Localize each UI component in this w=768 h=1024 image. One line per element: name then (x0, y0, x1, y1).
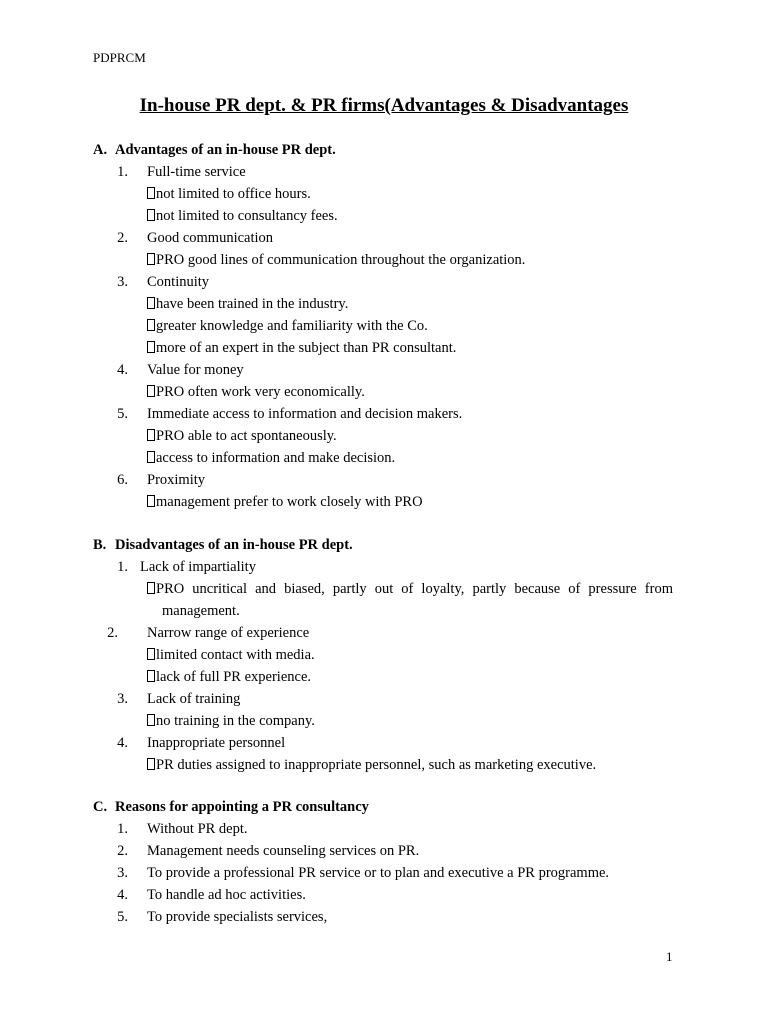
bullet-box-icon (147, 297, 155, 309)
item-label: Without PR dept. (147, 821, 248, 837)
item-label: Full-time service (147, 164, 246, 180)
section-title: Advantages of an in-house PR dept. (115, 142, 336, 158)
section-letter: A. (93, 142, 108, 158)
section-title: Disadvantages of an in-house PR dept. (115, 537, 353, 553)
item-number: 2. (117, 230, 128, 246)
bullet-line: not limited to consultancy fees. (147, 208, 338, 225)
bullet-box-icon (147, 670, 155, 682)
item-number: 2. (107, 625, 118, 641)
item-number: 4. (117, 735, 128, 751)
item-number: 3. (117, 691, 128, 707)
item-label: Lack of impartiality (140, 559, 256, 575)
bullet-line: more of an expert in the subject than PR consultant. (147, 340, 456, 357)
bullet-box-icon (147, 758, 155, 770)
section-a-heading (93, 142, 336, 159)
bullet-box-icon (147, 385, 155, 397)
section-letter: C. (93, 799, 108, 815)
bullet-line: PRO good lines of communication throughout the organization. (147, 252, 525, 269)
item-label: Inappropriate personnel (147, 735, 286, 751)
item-label: Immediate access to information and decision makers. (147, 406, 463, 422)
item-label: To handle ad hoc activities. (147, 887, 306, 903)
bullet-box-icon (147, 253, 155, 265)
item-label: Continuity (147, 274, 210, 290)
item-label: Proximity (147, 472, 206, 488)
item-label: Value for money (147, 362, 244, 378)
item-number: 4. (117, 887, 128, 903)
bullet-box-icon (147, 187, 155, 199)
bullet-line: management prefer to work closely with PRO (147, 494, 423, 511)
item-number: 3. (117, 865, 128, 881)
page-title: In-house PR dept. & PR firms(Advantages & Disadvantages (139, 95, 629, 116)
bullet-box-icon (147, 451, 155, 463)
item-number: 2. (117, 843, 128, 859)
bullet-box-icon (147, 209, 155, 221)
page-number: 1 (666, 949, 673, 964)
item-label: To provide specialists services, (147, 909, 328, 925)
bullet-box-icon (147, 429, 155, 441)
item-label: Good communication (147, 230, 274, 246)
bullet-continuation: management. (162, 603, 240, 619)
item-number: 5. (117, 909, 128, 925)
bullet-line: limited contact with media. (147, 647, 315, 664)
bullet-line: PRO uncritical and biased, partly out of loyalty, partly because of pressure from (147, 581, 673, 598)
bullet-line: lack of full PR experience. (147, 669, 311, 686)
bullet-line: no training in the company. (147, 713, 315, 730)
bullet-line: PR duties assigned to inappropriate personnel, such as marketing executive. (147, 757, 596, 774)
item-number: 5. (117, 406, 128, 422)
bullet-line: not limited to office hours. (147, 186, 311, 203)
item-label: Narrow range of experience (147, 625, 310, 641)
section-title: Reasons for appointing a PR consultancy (115, 799, 369, 815)
bullet-line: PRO able to act spontaneously. (147, 428, 337, 445)
running-header: PDPRCM (93, 50, 146, 65)
item-number: 1. (117, 559, 128, 575)
item-label: To provide a professional PR service or to plan and executive a PR programme. (147, 865, 610, 881)
section-letter: B. (93, 537, 107, 553)
item-label: Lack of training (147, 691, 241, 707)
bullet-box-icon (147, 714, 155, 726)
bullet-box-icon (147, 319, 155, 331)
bullet-box-icon (147, 648, 155, 660)
item-number: 1. (117, 164, 128, 180)
bullet-box-icon (147, 341, 155, 353)
bullet-box-icon (147, 582, 155, 594)
item-label: Management needs counseling services on PR. (147, 843, 420, 859)
bullet-line: access to information and make decision. (147, 450, 395, 467)
bullet-line: PRO often work very economically. (147, 384, 365, 401)
section-b-heading (93, 537, 353, 554)
item-number: 1. (117, 821, 128, 837)
item-number: 3. (117, 274, 128, 290)
section-c-heading (93, 799, 369, 816)
item-number: 6. (117, 472, 128, 488)
bullet-box-icon (147, 495, 155, 507)
item-number: 4. (117, 362, 128, 378)
bullet-line: have been trained in the industry. (147, 296, 348, 313)
bullet-line: greater knowledge and familiarity with the Co. (147, 318, 428, 335)
